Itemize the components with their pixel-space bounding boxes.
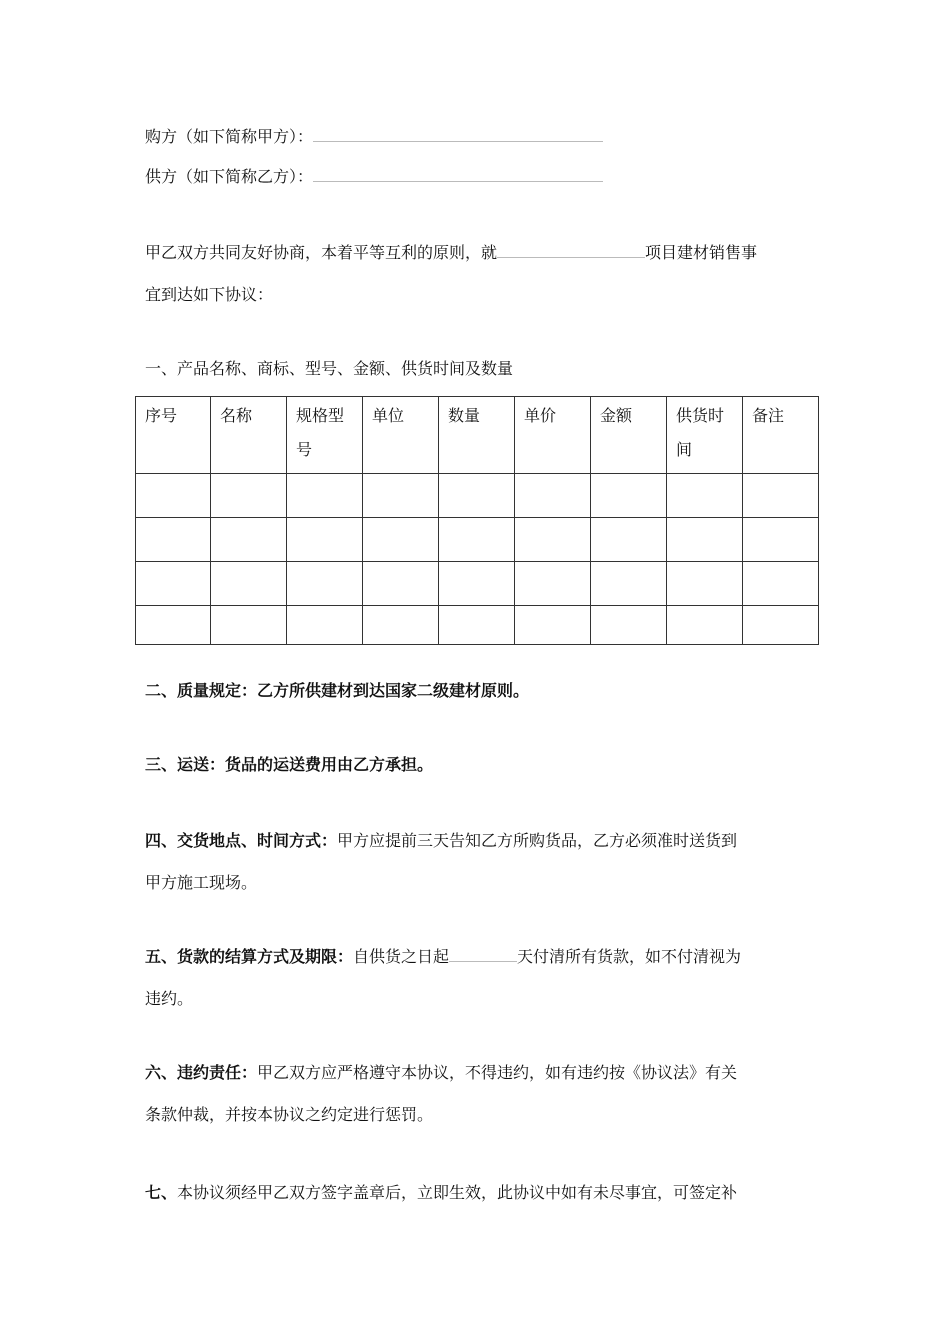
supplier-name-field[interactable] <box>313 165 603 182</box>
table-cell[interactable] <box>591 606 667 645</box>
section-4-line-2: 甲方施工现场。 <box>145 873 258 892</box>
table-cell[interactable] <box>439 518 515 562</box>
table-cell[interactable] <box>515 474 591 518</box>
section-6-line-1 <box>145 1060 737 1083</box>
table-cell[interactable] <box>211 474 287 518</box>
section-4-text: 甲方应提前三天告知乙方所购货品，乙方必须准时送货到 <box>337 831 738 850</box>
table-cell[interactable] <box>591 474 667 518</box>
table-cell[interactable] <box>287 518 363 562</box>
table-row <box>136 562 819 606</box>
header-cell: 规格型号 <box>287 397 363 474</box>
payment-days-field[interactable] <box>449 945 517 962</box>
table-cell[interactable] <box>743 606 819 645</box>
header-cell: 数量 <box>439 397 515 474</box>
header-cell: 序号 <box>136 397 211 474</box>
table-cell[interactable] <box>136 606 211 645</box>
header-cell: 单价 <box>515 397 591 474</box>
table-cell[interactable] <box>667 606 743 645</box>
table-cell[interactable] <box>287 474 363 518</box>
table-cell[interactable] <box>743 562 819 606</box>
buyer-line <box>145 124 603 147</box>
intro-text-2: 项目建材销售事 <box>645 243 758 262</box>
table-cell[interactable] <box>287 606 363 645</box>
table-cell[interactable] <box>591 518 667 562</box>
table-cell[interactable] <box>363 606 439 645</box>
table-cell[interactable] <box>743 474 819 518</box>
table-row <box>136 518 819 562</box>
table-cell[interactable] <box>743 518 819 562</box>
table-cell[interactable] <box>363 562 439 606</box>
table-cell[interactable] <box>515 606 591 645</box>
section-7-line-1 <box>145 1180 737 1203</box>
header-cell: 备注 <box>743 397 819 474</box>
section-5-text-1: 自供货之日起 <box>353 947 450 966</box>
table-cell[interactable] <box>136 518 211 562</box>
section-5-line-1 <box>145 944 741 967</box>
section-6-title: 六、违约责任： <box>145 1063 258 1082</box>
table-cell[interactable] <box>591 562 667 606</box>
header-cell: 名称 <box>211 397 287 474</box>
intro-text-1: 甲乙双方共同友好协商，本着平等互利的原则，就 <box>145 243 498 262</box>
intro-line-1 <box>145 240 757 263</box>
section-4-title: 四、交货地点、时间方式： <box>145 831 338 850</box>
section-7-text: 本协议须经甲乙双方签字盖章后，立即生效，此协议中如有未尽事宜，可签定补 <box>177 1183 738 1202</box>
buyer-label: 购方（如下简称甲方）： <box>145 127 314 146</box>
table-cell[interactable] <box>667 562 743 606</box>
section-5-text-2: 天付清所有货款，如不付清视为 <box>517 947 742 966</box>
project-name-field[interactable] <box>497 241 645 258</box>
section-1-title: 一、产品名称、商标、型号、金额、供货时间及数量 <box>145 359 514 378</box>
section-3: 三、运送：货品的运送费用由乙方承担。 <box>145 755 434 774</box>
table-cell[interactable] <box>211 606 287 645</box>
buyer-name-field[interactable] <box>313 125 603 142</box>
section-2: 二、质量规定：乙方所供建材到达国家二级建材原则。 <box>145 681 530 700</box>
section-6-line-2: 条款仲裁，并按本协议之约定进行惩罚。 <box>145 1105 434 1124</box>
table-cell[interactable] <box>363 518 439 562</box>
intro-line-2: 宜到达如下协议： <box>145 285 274 304</box>
table-row <box>136 606 819 645</box>
header-cell: 金额 <box>591 397 667 474</box>
supplier-line <box>145 164 603 187</box>
table-row <box>136 474 819 518</box>
header-cell: 供货时间 <box>667 397 743 474</box>
section-7-title: 七、 <box>145 1183 178 1202</box>
table-cell[interactable] <box>667 474 743 518</box>
table-cell[interactable] <box>136 474 211 518</box>
table-cell[interactable] <box>439 474 515 518</box>
table-header-row <box>136 397 819 474</box>
supplier-label: 供方（如下简称乙方）： <box>145 167 314 186</box>
table-cell[interactable] <box>211 562 287 606</box>
table-cell[interactable] <box>136 562 211 606</box>
table-cell[interactable] <box>211 518 287 562</box>
table-cell[interactable] <box>287 562 363 606</box>
table-cell[interactable] <box>515 562 591 606</box>
section-4-line-1 <box>145 828 737 851</box>
table-cell[interactable] <box>439 562 515 606</box>
section-5-title: 五、货款的结算方式及期限： <box>145 947 354 966</box>
section-5-line-2: 违约。 <box>145 989 194 1008</box>
header-cell: 单位 <box>363 397 439 474</box>
table-cell[interactable] <box>439 606 515 645</box>
table-cell[interactable] <box>667 518 743 562</box>
section-6-text: 甲乙双方应严格遵守本协议，不得违约，如有违约按《协议法》有关 <box>257 1063 738 1082</box>
table-cell[interactable] <box>515 518 591 562</box>
table-cell[interactable] <box>363 474 439 518</box>
product-table <box>135 396 819 645</box>
